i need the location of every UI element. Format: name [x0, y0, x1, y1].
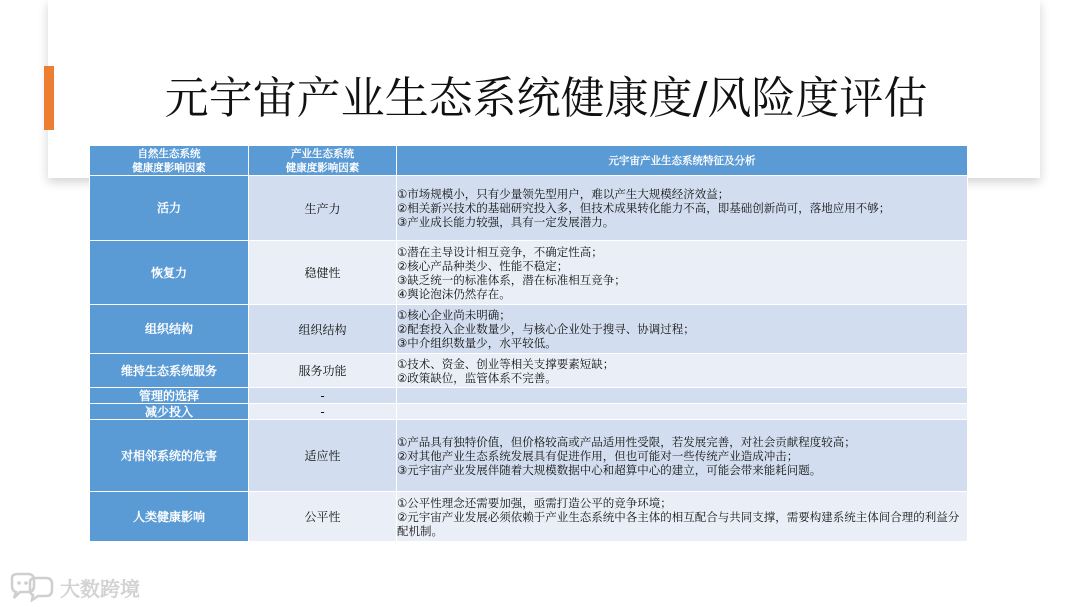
analysis-line: ②对其他产业生态系统发展具有促进作用，但也可能对一些传统产业造成冲击； [397, 448, 799, 463]
table-row [90, 354, 968, 388]
analysis-line: ③元宇宙产业发展伴随着大规模数据中心和超算中心的建立，可能会带来能耗问题。 [397, 462, 822, 477]
analysis-line: ②政策缺位，监管体系不完善。 [397, 370, 557, 385]
ecosystem-assessment-table [89, 145, 968, 542]
table-row [90, 305, 968, 354]
analysis-line: ①技术、资金、创业等相关支撑要素短缺； [397, 356, 615, 371]
table-row [90, 492, 968, 542]
analysis-cell [397, 388, 968, 404]
industry-cell: 组织结构 [249, 305, 397, 354]
table-row [90, 241, 968, 305]
factor-cell: 维持生态系统服务 [90, 354, 249, 388]
analysis-line: ③中介组织数量少，水平较低。 [397, 336, 557, 350]
table-row [90, 420, 968, 492]
analysis-line: ②配套投入企业数量少，与核心企业处于搜寻、协调过程； [397, 322, 695, 336]
industry-cell: - [249, 404, 397, 420]
table-row [90, 388, 968, 404]
table-row [90, 176, 968, 241]
industry-cell: - [249, 388, 397, 404]
analysis-line: ②元宇宙产业发展必须依赖于产业生态系统中各主体的相互配合与共同支撑，需要构建系统主体间合理的利益分配机制。 [397, 509, 960, 538]
header-industry-factor [249, 146, 397, 176]
header-line: 元宇宙产业生态系统特征及分析 [608, 154, 756, 167]
header-line: 健康度影响因素 [285, 161, 360, 174]
analysis-line: ①公平性理念还需要加强，亟需打造公平的竞争环境； [397, 495, 672, 510]
analysis-line: ②核心产品种类少、性能不稳定； [397, 258, 569, 273]
analysis-line: ①市场规模小，只有少量领先型用户，难以产生大规模经济效益； [397, 187, 730, 201]
analysis-line: ①潜在主导设计相互竞争，不确定性高； [397, 244, 603, 259]
title-accent-bar [44, 66, 54, 130]
table-header-row [90, 146, 968, 176]
factor-cell: 对相邻系统的危害 [90, 420, 249, 492]
factor-cell: 恢复力 [90, 241, 249, 305]
analysis-cell [397, 354, 968, 388]
header-line: 产业生态系统 [291, 147, 354, 160]
factor-cell: 减少投入 [90, 404, 249, 420]
analysis-cell [397, 420, 968, 492]
header-analysis [397, 146, 968, 176]
analysis-cell [397, 492, 968, 542]
industry-cell: 稳健性 [249, 241, 397, 305]
analysis-cell [397, 404, 968, 420]
analysis-line: ③缺乏统一的标准体系，潜在标准相互竞争； [397, 272, 626, 287]
header-line: 健康度影响因素 [132, 161, 206, 174]
watermark [8, 570, 140, 604]
factor-cell: 组织结构 [90, 305, 249, 354]
analysis-cell [397, 305, 968, 354]
analysis-cell [397, 241, 968, 305]
header-natural-factor [90, 146, 249, 176]
industry-cell: 适应性 [249, 420, 397, 492]
factor-cell: 管理的选择 [90, 388, 249, 404]
factor-cell: 人类健康影响 [90, 492, 249, 542]
analysis-line: ①产品具有独特价值，但价格较高或产品适用性受限，若发展完善，对社会贡献程度较高； [397, 434, 856, 449]
analysis-line: ②相关新兴技术的基础研究投入多，但技术成果转化能力不高，即基础创新尚可，落地应用不够； [397, 201, 891, 215]
analysis-line: ③产业成长能力较强，具有一定发展潜力。 [397, 215, 615, 229]
industry-cell: 服务功能 [249, 354, 397, 388]
slide-title: 元宇宙产业生态系统健康度/风险度评估 [164, 73, 928, 124]
double-chat-bubble-icon [8, 572, 54, 602]
industry-cell: 生产力 [249, 176, 397, 241]
header-line: 自然生态系统 [137, 147, 201, 160]
analysis-cell [397, 176, 968, 241]
analysis-line: ④舆论泡沫仍然存在。 [397, 286, 511, 301]
factor-cell: 活力 [90, 176, 249, 241]
table-row [90, 404, 968, 420]
analysis-line: ①核心企业尚未明确； [397, 308, 511, 322]
industry-cell: 公平性 [249, 492, 397, 542]
watermark-text: 大数跨境 [60, 576, 140, 601]
